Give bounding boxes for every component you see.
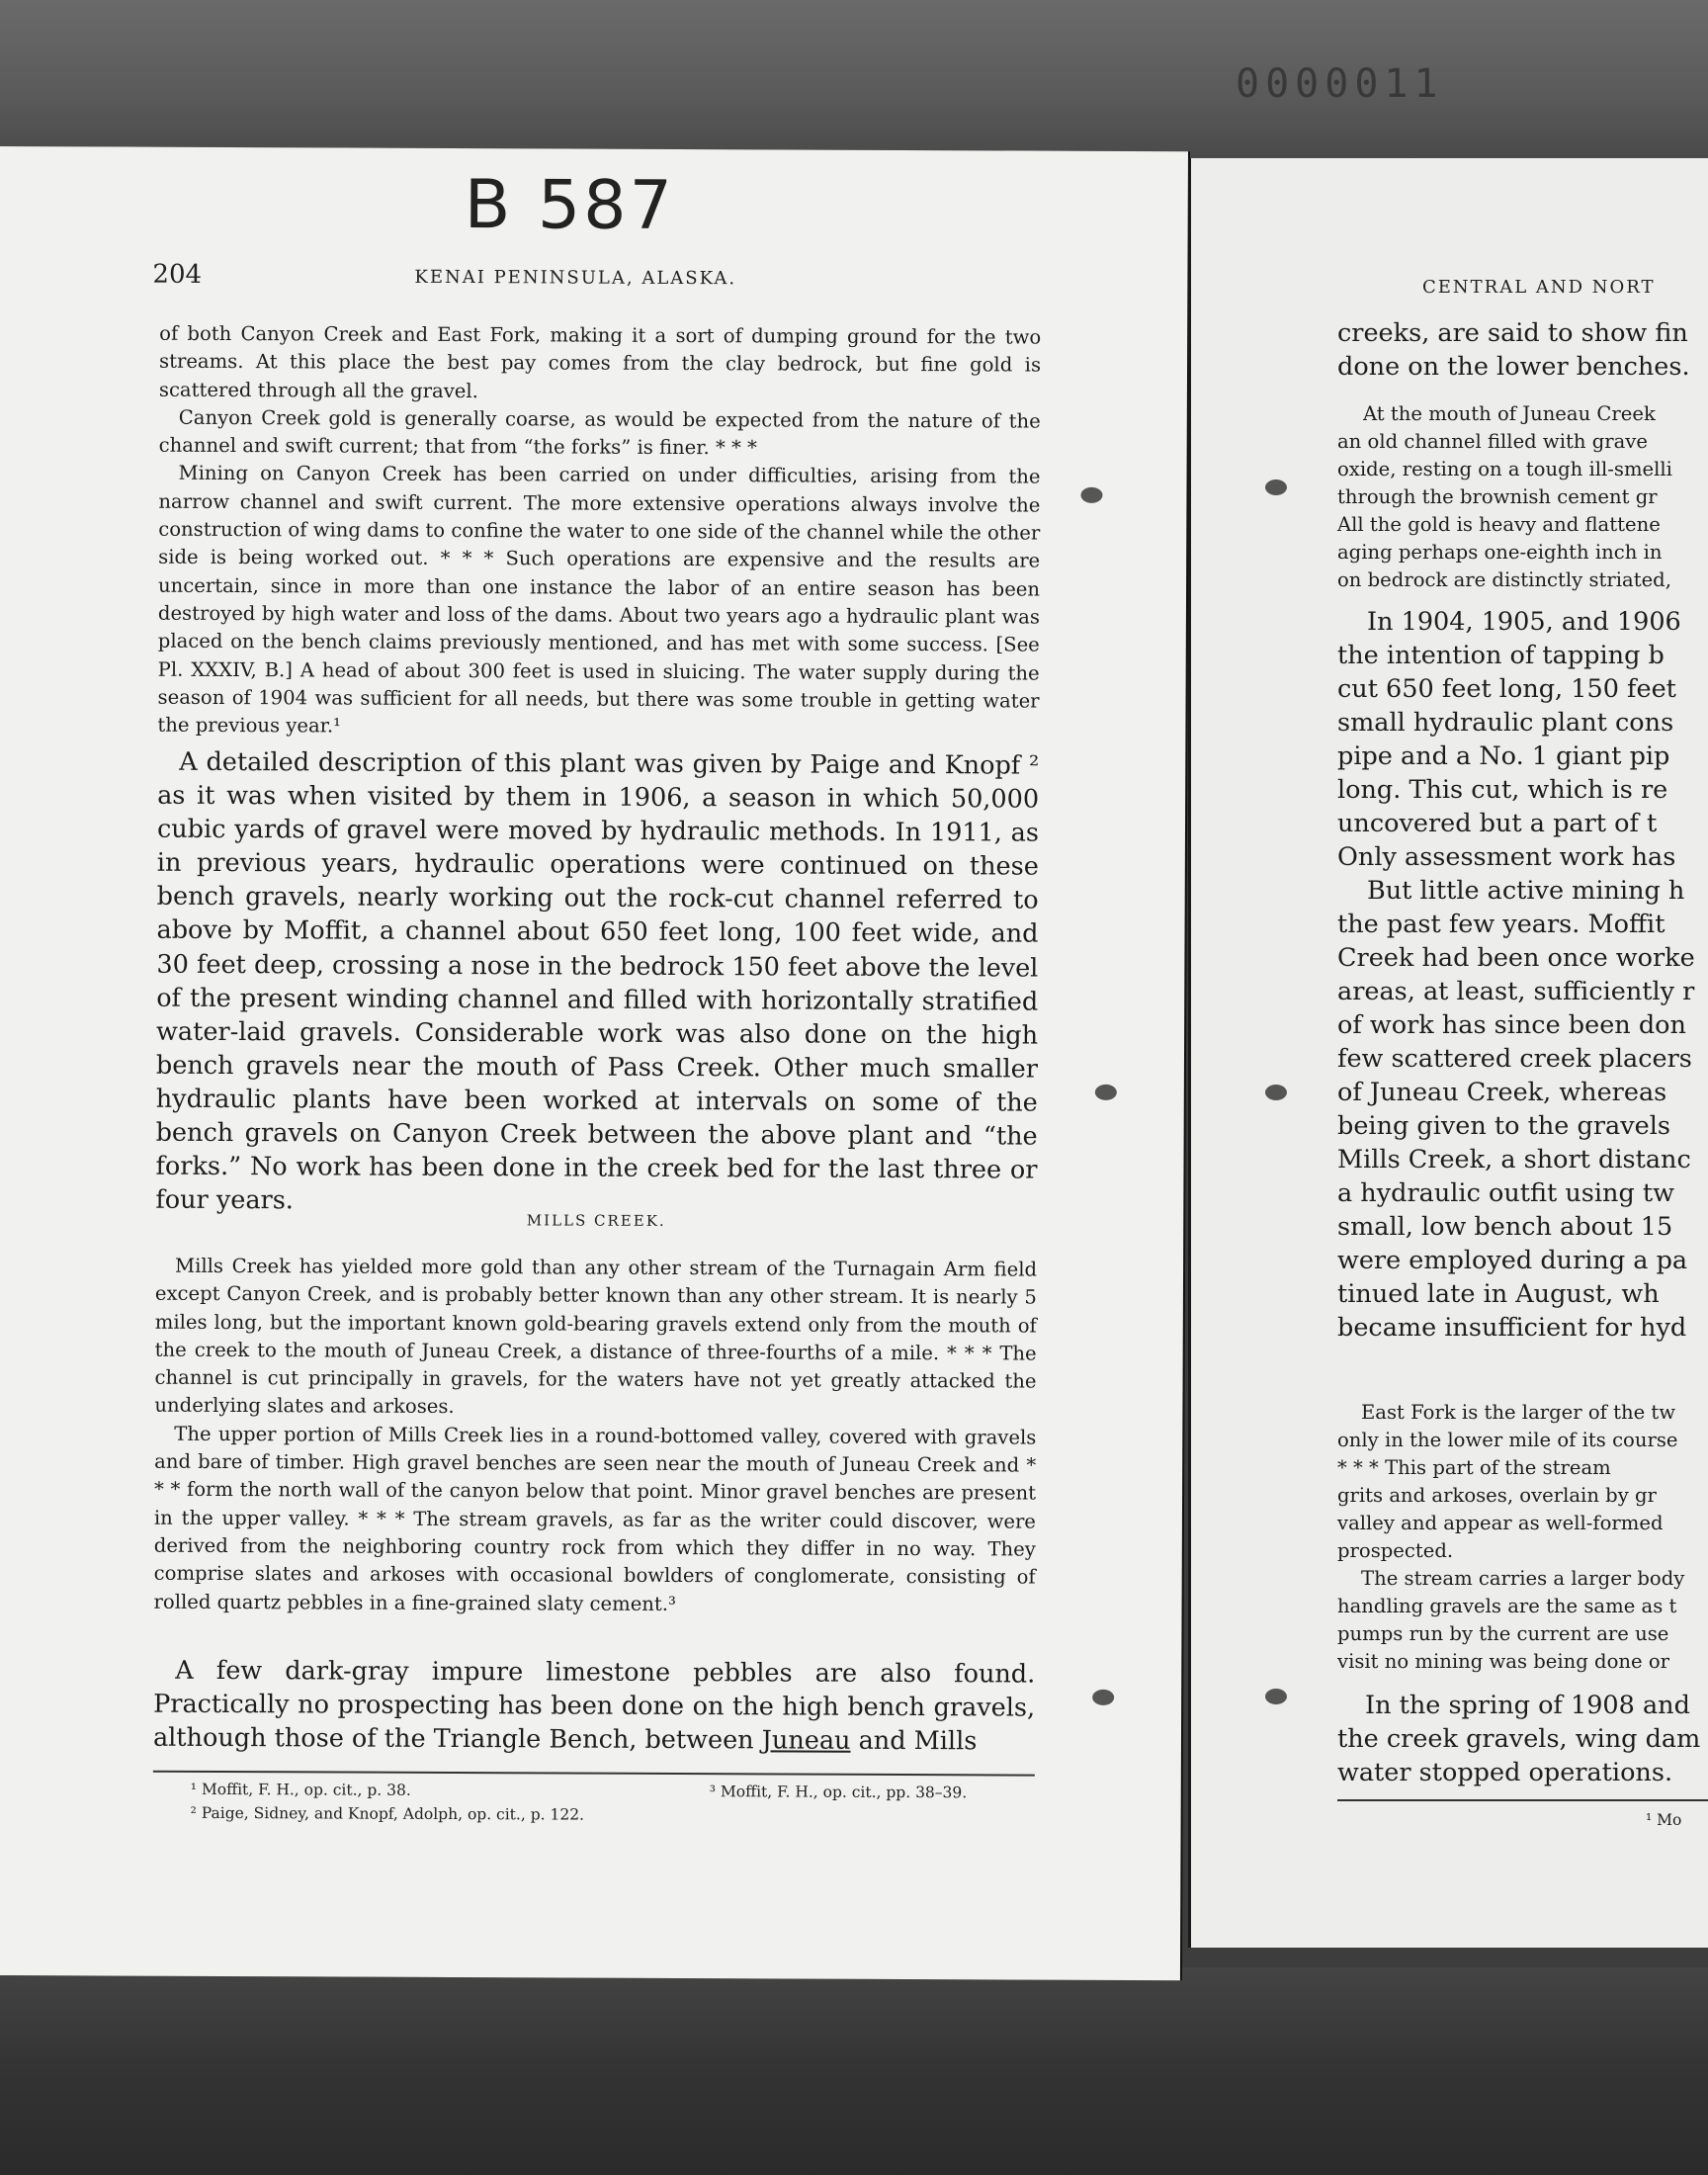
page-number: 204 [152, 259, 203, 290]
left-page [0, 146, 1188, 1980]
text-line: tinued late in August, wh [1337, 1279, 1660, 1309]
text-line: areas, at least, sufficiently r [1337, 977, 1695, 1006]
footnote-rule [153, 1771, 1035, 1777]
quote-paragraph: Mills Creek has yielded more gold than any other stream of the Turnagain Arm field except Canyon Creek, and is probably better known than any other stream. It is nearly 5 miles long, but the important known gold-bearing gravels extend only from the mouth of the creek to the mouth of Juneau Creek, a distance of three-fourths of a mile. * * * The channel is cut principally in gravels, for the waters have not yet greatly attacked the underlying slates and arkoses. [154, 1254, 1038, 1419]
text-line: small hydraulic plant cons [1337, 708, 1674, 738]
closing-text-block [153, 1654, 1035, 1759]
text-line: grits and arkoses, overlain by gr [1337, 1484, 1657, 1507]
quote-paragraph: The upper portion of Mills Creek lies in a round-bottomed valley, covered with gravels and bare of timber. High gravel benches are seen near the mouth of Juneau Creek and * * * form the north wall of the canyon below that point. Minor gravel benches are present in the upper valley. * * * The stream gravels, as far as the writer could discover, were derived from the neighboring country rock from which they differ in no way. They comprise slates and arkoses with occasional bowlders of conglomerate, consisting of rolled quartz pebbles in a fine-grained slaty cement.³ [153, 1422, 1037, 1615]
body-paragraph: A detailed description of this plant was given by Paige and Knopf ² as it was when visited by them in 1906, a season in which 50,000 cubic yards of gravel were moved by hydraulic methods. In 1911, as in previous years, hydraulic operations were continued on these bench gravels, nearly working out the rock-cut channel referred to above by Moffit, a channel about 650 feet long, 100 feet wide, and 30 feet deep, crossing a nose in the bedrock 150 feet above the level of the present winding channel and filled with horizontally stratified water-laid gravels. Considerable work was also done on the high bench gravels near the mouth of Pass Creek. Other much smaller hydraulic plants have been worked at intervals on some of the bench gravels on Canyon Creek between the above plant and “the forks.” No work has been done in the creek bed for the last three or four years. [155, 746, 1040, 1216]
body-paragraph [153, 1654, 1035, 1759]
text-line: pumps run by the current are use [1337, 1622, 1669, 1645]
text-line: only in the lower mile of its course [1337, 1429, 1678, 1451]
footnote-3: ³ Moffit, F. H., op. cit., pp. 38–39. [709, 1783, 968, 1802]
running-head: CENTRAL AND NORT [1422, 277, 1656, 298]
main-text-block [155, 745, 1039, 1221]
text-line: of Juneau Creek, whereas [1337, 1078, 1667, 1107]
text-line: on bedrock are distinctly striated, [1337, 568, 1671, 591]
text-line: * * * This part of the stream [1337, 1456, 1611, 1479]
footnote: ¹ Mo [1646, 1811, 1682, 1829]
punch-hole-mark [1080, 487, 1102, 503]
text-line: the intention of tapping b [1337, 641, 1665, 670]
section-heading: MILLS CREEK. [526, 1211, 666, 1230]
text-line: In 1904, 1905, and 1906 [1367, 607, 1681, 637]
punch-hole-mark [1092, 1690, 1114, 1705]
text-line: Creek had been once worke [1337, 943, 1695, 973]
text-line: few scattered creek placers [1337, 1044, 1692, 1074]
quote-paragraph: Mining on Canyon Creek has been carried on under difficulties, arising from the narrow channel and swift current. The more extensive operations always involve the construction of wing dams to confine the water to one side of the channel while the other side is being worked out. * * * Such operations are expensive and the results are uncertain, since in more than one instance the labor of an entire season has been destroyed by high water and loss of the dams. About two years ago a hydraulic plant was placed on the bench claims previously mentioned, and has met with some success. [See Pl. XXXIV, B.] A head of about 300 feet is used in sluicing. The water supply during the season of 1904 was sufficient for all needs, but there was some trouble in getting water the previous year.¹ [157, 462, 1041, 738]
text-line: Only assessment work has [1337, 842, 1676, 872]
right-page [1188, 158, 1708, 1948]
handwritten-label: B 587 [464, 166, 675, 245]
text-line: All the gold is heavy and flattene [1337, 513, 1661, 536]
text-line: long. This cut, which is re [1337, 775, 1668, 805]
text-line: were employed during a pa [1337, 1246, 1688, 1275]
quote-paragraph: of both Canyon Creek and East Fork, making it a sort of dumping ground for the two streams. At this place the best pay comes from the clay bedrock, but fine gold is scattered through all the gravel. [158, 321, 1042, 402]
scan-background-top [0, 0, 1708, 158]
body-text-end: and Mills [850, 1725, 978, 1757]
punch-hole-mark [1095, 1085, 1117, 1100]
text-line: of work has since been don [1337, 1010, 1686, 1040]
text-line: became insufficient for hyd [1337, 1313, 1687, 1343]
text-line: Mills Creek, a short distanc [1337, 1145, 1691, 1174]
text-line: done on the lower benches. [1337, 352, 1690, 382]
footnote-rule [1337, 1799, 1708, 1801]
quoted-block-canyon-creek [157, 320, 1041, 743]
frame-number: 0000011 [1236, 61, 1444, 107]
text-line: But little active mining h [1367, 876, 1685, 906]
text-line: The stream carries a larger body [1361, 1567, 1685, 1590]
punch-hole-mark [1265, 479, 1287, 495]
text-line: uncovered but a part of t [1337, 809, 1658, 838]
text-line: visit no mining was being done or [1337, 1650, 1670, 1673]
text-line: cut 650 feet long, 150 feet [1337, 674, 1676, 704]
quoted-block-mills-creek [154, 1253, 1038, 1620]
text-line: oxide, resting on a tough ill-smelli [1337, 458, 1672, 480]
footnote-2: ² Paige, Sidney, and Knopf, Adolph, op. cit., p. 122. [190, 1803, 585, 1824]
body-text-start: A few dark-gray impure limestone pebbles are also found. Practically no prospecting has been done on the high bench gravels, although those of the Triangle Bench, between [152, 1655, 1036, 1756]
text-line: prospected. [1337, 1539, 1454, 1562]
text-line: a hydraulic outfit using tw [1337, 1178, 1674, 1208]
text-line: In the spring of 1908 and [1365, 1691, 1690, 1720]
text-line: through the brownish cement gr [1337, 485, 1658, 508]
text-line: creeks, are said to show fin [1337, 318, 1688, 348]
text-line: water stopped operations. [1337, 1758, 1673, 1787]
text-line: being given to the gravels [1337, 1111, 1670, 1141]
text-line: the past few years. Moffit [1337, 910, 1665, 939]
footnote-1: ¹ Moffit, F. H., op. cit., p. 38. [190, 1780, 411, 1799]
punch-hole-mark [1265, 1689, 1287, 1704]
scan-background-bottom [0, 1967, 1708, 2175]
text-line: handling gravels are the same as t [1337, 1595, 1677, 1617]
text-line: the creek gravels, wing dam [1337, 1724, 1701, 1754]
text-line: East Fork is the larger of the tw [1361, 1401, 1676, 1424]
text-line: aging perhaps one-eighth inch in [1337, 541, 1663, 564]
text-line: At the mouth of Juneau Creek [1363, 402, 1656, 425]
quote-paragraph: Canyon Creek gold is generally coarse, as would be expected from the nature of the channel and swift current; that from “the forks” is finer. * * * [158, 405, 1041, 460]
punch-hole-mark [1265, 1085, 1287, 1100]
text-line: an old channel filled with grave [1337, 430, 1648, 453]
text-line: pipe and a No. 1 giant pip [1337, 741, 1670, 771]
running-head: KENAI PENINSULA, ALASKA. [414, 266, 737, 290]
text-line: valley and appear as well-formed [1337, 1512, 1664, 1534]
underlined-word: Juneau [761, 1725, 851, 1756]
text-line: small, low bench about 15 [1337, 1212, 1673, 1242]
